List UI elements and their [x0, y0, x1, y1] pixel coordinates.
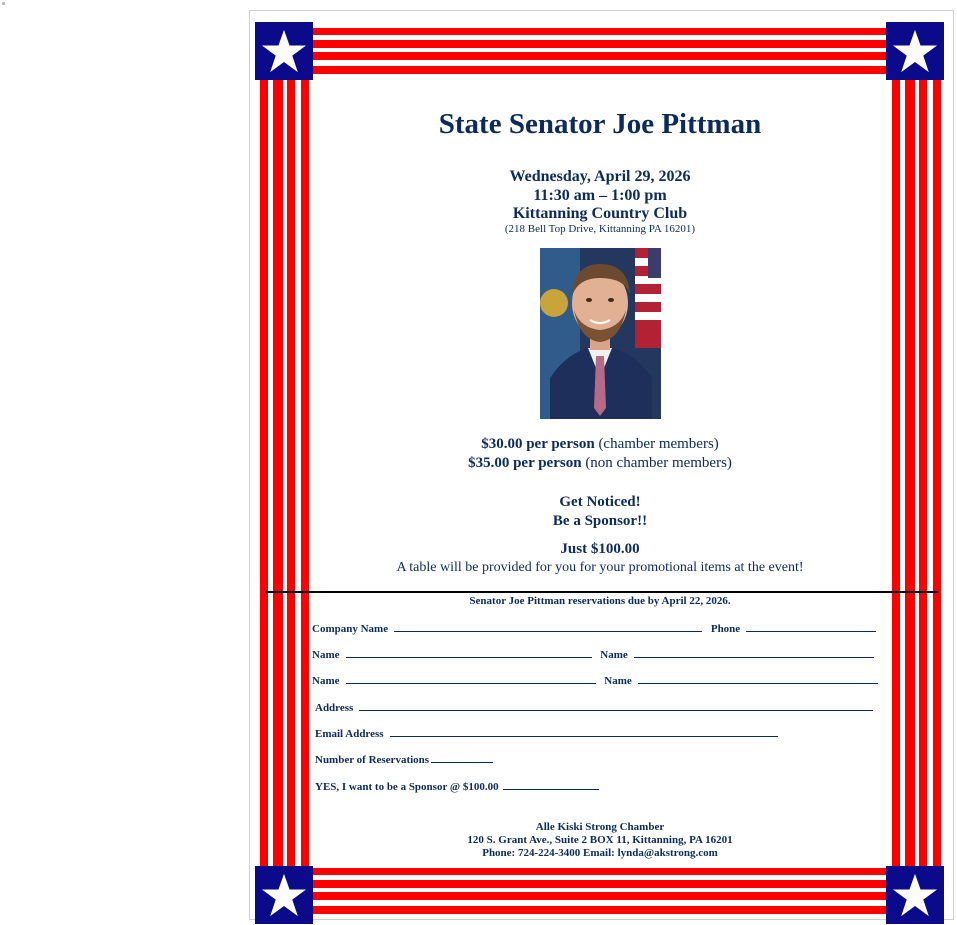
- event-address: (218 Bell Top Drive, Kittanning PA 16201): [504, 223, 696, 235]
- address-label: Address: [315, 702, 354, 714]
- top-stripes: [313, 22, 886, 82]
- sponsor-label: YES, I want to be a Sponsor @ $100.00: [315, 781, 499, 793]
- phone-field[interactable]: [746, 621, 876, 632]
- name-field[interactable]: [634, 647, 874, 658]
- name-label: Name: [312, 649, 340, 661]
- sponsor-field[interactable]: [503, 779, 599, 790]
- address-field[interactable]: [359, 700, 873, 711]
- name-label: Name: [600, 649, 628, 661]
- email-field[interactable]: [390, 726, 778, 737]
- name-field[interactable]: [346, 647, 592, 658]
- event-time: 11:30 am – 1:00 pm: [533, 187, 667, 204]
- footer-address: 120 S. Grant Ave., Suite 2 BOX 11, Kittanning, PA 16201: [467, 834, 733, 846]
- event-venue: Kittanning Country Club: [512, 205, 688, 222]
- sponsor-note: A table will be provided for you for your promotional items at the event!: [396, 560, 804, 575]
- page-title: State Senator Joe Pittman: [438, 108, 762, 140]
- company-field[interactable]: [394, 621, 702, 632]
- nonmember-price: $35.00 per person: [468, 455, 582, 471]
- name-field[interactable]: [638, 673, 878, 684]
- reservations-row: [315, 752, 499, 766]
- company-row: [312, 621, 882, 635]
- sponsor-line-2: Be a Sponsor!!: [552, 513, 648, 529]
- member-price: $30.00 per person: [481, 436, 595, 452]
- nonmember-price-line: [310, 455, 890, 472]
- star-icon: [886, 866, 944, 924]
- star-icon: [886, 22, 944, 80]
- star-icon: [255, 22, 313, 80]
- company-label: Company Name: [312, 623, 389, 635]
- corner-dot: [2, 2, 5, 5]
- senator-photo: [540, 248, 661, 419]
- footer-contact: Phone: 724-224-3400 Email: lynda@akstrong.com: [482, 847, 718, 859]
- bottom-stripes: [313, 862, 886, 917]
- name-label: Name: [312, 675, 340, 687]
- name-row-1: [312, 647, 880, 661]
- right-stripes: [887, 80, 941, 866]
- member-price-line: [310, 436, 890, 453]
- left-stripes: [255, 80, 309, 866]
- member-note: (chamber members): [598, 436, 719, 452]
- email-label: Email Address: [315, 728, 384, 740]
- star-icon: [255, 866, 313, 924]
- cut-line: [265, 591, 938, 593]
- phone-label: Phone: [710, 623, 741, 635]
- name-field[interactable]: [346, 673, 596, 684]
- address-row: [315, 700, 879, 714]
- name-row-2: [312, 673, 884, 687]
- reservations-field[interactable]: [431, 752, 493, 763]
- name-label: Name: [604, 675, 632, 687]
- email-row: [315, 726, 784, 740]
- form-heading: Senator Joe Pittman reservations due by April 22, 2026.: [469, 595, 731, 607]
- event-date: Wednesday, April 29, 2026: [509, 168, 691, 185]
- footer-org: Alle Kiski Strong Chamber: [535, 821, 665, 833]
- nonmember-note: (non chamber members): [585, 455, 732, 471]
- sponsor-row: [315, 779, 605, 793]
- reservations-label: Number of Reservations: [315, 754, 430, 766]
- sponsor-price: Just $100.00: [560, 541, 640, 557]
- sponsor-line-1: Get Noticed!: [559, 494, 641, 510]
